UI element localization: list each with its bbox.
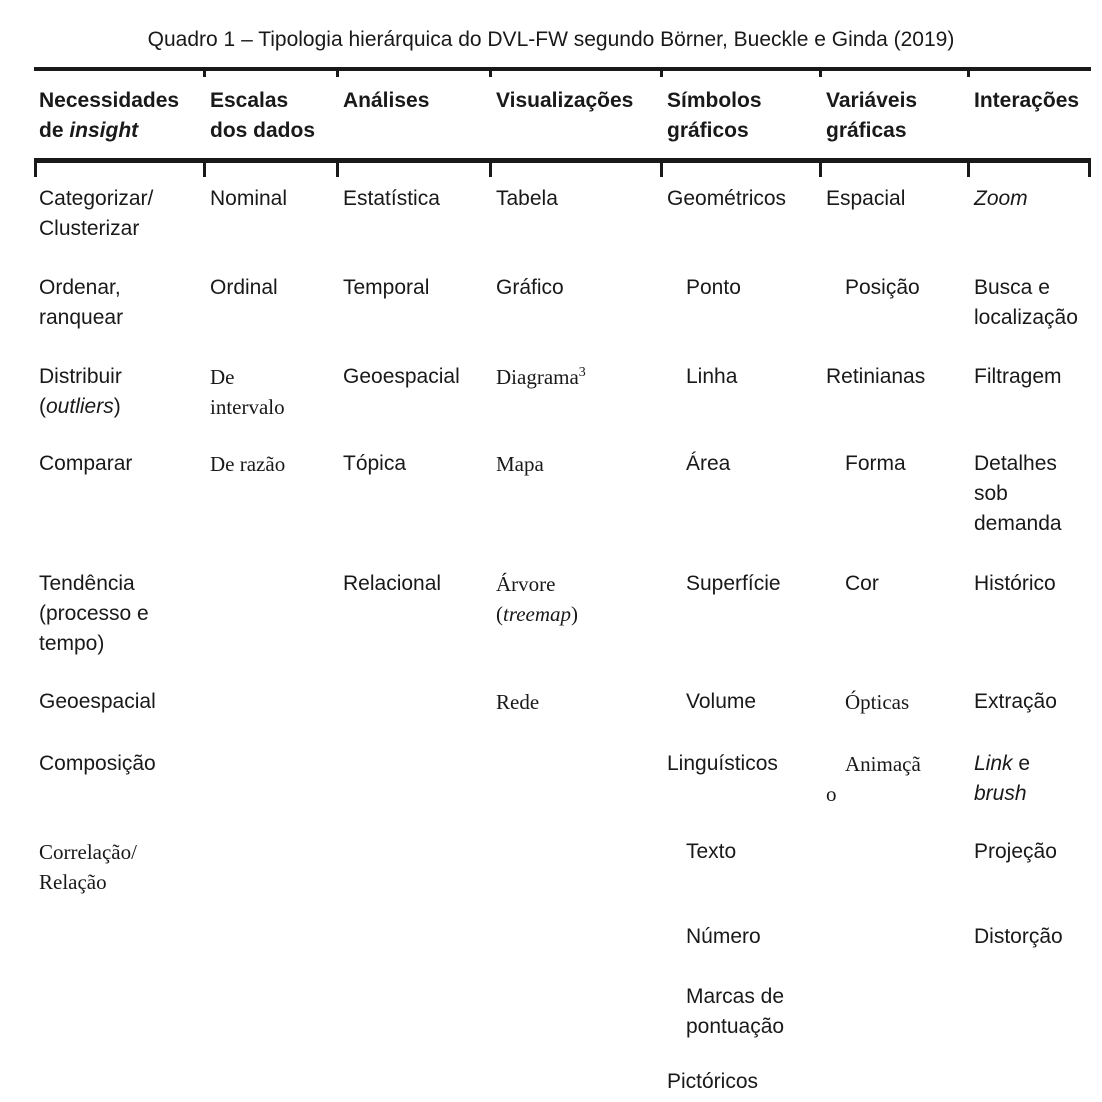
column-boundary-tick	[336, 70, 339, 77]
text-segment: Texto	[686, 840, 737, 863]
cell-line	[826, 449, 969, 479]
cell-line	[210, 273, 338, 303]
cell-line	[974, 569, 1091, 599]
table-top-rule	[34, 67, 1091, 71]
table-cell	[969, 922, 1091, 952]
cell-line	[39, 303, 205, 333]
cell-line	[210, 116, 338, 146]
cell-line	[826, 86, 969, 116]
cell-line	[39, 749, 205, 779]
table-body	[34, 163, 1091, 1101]
table-row	[34, 749, 1091, 837]
text-segment: e	[1012, 752, 1031, 775]
text-segment: sob	[974, 482, 1008, 505]
text-segment: dos dados	[210, 119, 316, 142]
table-cell	[205, 273, 338, 303]
text-segment: Pictóricos	[667, 1070, 759, 1093]
text-segment: Animaçã	[845, 752, 921, 776]
text-segment: Posição	[845, 276, 920, 299]
text-segment: Nominal	[210, 187, 288, 210]
table-caption: Quadro 1 – Tipologia hierárquica do DVL-FW segundo Börner, Bueckle e Ginda (2019)	[147, 28, 955, 51]
table-cell	[34, 449, 205, 479]
cell-line	[974, 362, 1091, 392]
table-cell	[34, 273, 205, 333]
cell-line	[826, 779, 969, 809]
text-segment: Geoespacial	[39, 690, 156, 713]
text-segment: Geoespacial	[343, 365, 460, 388]
column-header-visualizacoes	[491, 86, 662, 146]
text-segment: Espacial	[826, 187, 906, 210]
cell-line	[343, 362, 491, 392]
cell-line	[496, 599, 662, 629]
cell-line	[974, 479, 1091, 509]
text-segment: de	[39, 119, 70, 142]
table-cell	[491, 569, 662, 629]
text-segment: )	[113, 395, 121, 418]
cell-line	[667, 569, 821, 599]
table-row	[34, 922, 1091, 982]
text-segment: Busca e	[974, 276, 1050, 299]
text-segment: De razão	[210, 452, 286, 476]
cell-line	[210, 449, 338, 479]
table-cell	[338, 184, 491, 214]
cell-line	[667, 362, 821, 392]
text-segment: Árvore	[496, 572, 556, 596]
table-cell	[205, 449, 338, 479]
table-cell	[491, 184, 662, 214]
cell-line	[210, 392, 338, 422]
cell-line	[496, 184, 662, 214]
table-cell	[491, 687, 662, 717]
text-segment: Estatística	[343, 187, 440, 210]
text-segment: demanda	[974, 512, 1062, 535]
cell-line	[343, 184, 491, 214]
cell-line	[496, 86, 662, 116]
cell-line	[39, 214, 205, 244]
text-segment: (	[496, 602, 503, 626]
column-boundary-tick	[819, 70, 822, 77]
text-segment: pontuação	[686, 1015, 785, 1038]
table-cell	[969, 837, 1091, 867]
table-row	[34, 1067, 1091, 1101]
cell-line	[974, 922, 1091, 952]
text-segment: Área	[686, 452, 731, 475]
cell-line	[667, 273, 821, 303]
cell-line	[39, 867, 205, 897]
text-segment: Filtragem	[974, 365, 1062, 388]
cell-line	[667, 449, 821, 479]
cell-line	[39, 629, 205, 659]
text-segment: Temporal	[343, 276, 430, 299]
table-row	[34, 687, 1091, 749]
cell-line	[826, 273, 969, 303]
text-segment: Símbolos	[667, 89, 762, 112]
text-segment: Relação	[39, 870, 107, 894]
table-cell	[662, 749, 821, 779]
table-row	[34, 362, 1091, 449]
cell-line	[39, 687, 205, 717]
text-segment: Cor	[845, 572, 879, 595]
text-segment: Diagrama	[496, 365, 579, 389]
text-segment: Volume	[686, 690, 757, 713]
table-cell	[662, 569, 821, 599]
text-segment: gráficos	[667, 119, 749, 142]
text-segment: Visualizações	[496, 89, 634, 112]
cell-line	[496, 273, 662, 303]
text-segment: outliers	[46, 395, 114, 418]
table-cell	[969, 449, 1091, 539]
text-segment: Composição	[39, 752, 156, 775]
text-segment: Projeção	[974, 840, 1057, 863]
text-segment: Categorizar/	[39, 187, 154, 210]
table-cell	[821, 749, 969, 809]
cell-line	[974, 687, 1091, 717]
text-segment: Zoom	[974, 187, 1028, 210]
cell-line	[826, 184, 969, 214]
column-boundary-tick	[203, 70, 206, 77]
table-cell	[338, 449, 491, 479]
text-segment: Comparar	[39, 452, 133, 475]
cell-line	[667, 922, 821, 952]
table-cell	[662, 982, 821, 1042]
table-cell	[821, 273, 969, 303]
cell-line	[210, 184, 338, 214]
text-segment: Retinianas	[826, 365, 926, 388]
text-segment: )	[571, 602, 579, 626]
column-header-simbolos-graficos	[662, 86, 821, 146]
table-cell	[821, 362, 969, 392]
table-cell	[34, 569, 205, 659]
cell-line	[667, 116, 821, 146]
table-cell	[969, 362, 1091, 392]
text-segment: Histórico	[974, 572, 1056, 595]
cell-line	[826, 687, 969, 717]
cell-line	[39, 86, 205, 116]
cell-line	[39, 599, 205, 629]
table-cell	[34, 749, 205, 779]
text-segment: Superfície	[686, 572, 781, 595]
table-cell	[662, 687, 821, 717]
text-segment: Marcas de	[686, 985, 785, 1008]
text-segment: Geométricos	[667, 187, 787, 210]
text-segment: tempo)	[39, 632, 105, 655]
cell-line	[826, 569, 969, 599]
text-segment: brush	[974, 782, 1027, 805]
cell-line	[667, 1067, 821, 1097]
table-cell	[969, 687, 1091, 717]
table-cell	[34, 687, 205, 717]
table-cell	[34, 837, 205, 897]
text-segment: Ponto	[686, 276, 741, 299]
text-segment: Forma	[845, 452, 906, 475]
cell-line	[39, 449, 205, 479]
text-segment: localização	[974, 306, 1078, 329]
text-segment: intervalo	[210, 395, 285, 419]
cell-line	[974, 779, 1091, 809]
table-cell	[821, 687, 969, 717]
text-segment: (processo e	[39, 602, 149, 625]
cell-line	[343, 273, 491, 303]
table-row	[34, 449, 1091, 569]
text-segment: Análises	[343, 89, 430, 112]
table-cell	[205, 362, 338, 422]
table-cell	[205, 184, 338, 214]
cell-line	[39, 273, 205, 303]
cell-line	[39, 569, 205, 599]
text-segment: Variáveis	[826, 89, 918, 112]
cell-line	[974, 273, 1091, 303]
text-segment: Clusterizar	[39, 217, 140, 240]
cell-line	[667, 86, 821, 116]
column-header-analises	[338, 86, 491, 146]
text-segment: Extração	[974, 690, 1057, 713]
table-cell	[969, 184, 1091, 214]
table-row	[34, 273, 1091, 362]
cell-line	[39, 362, 205, 392]
cell-line	[39, 392, 205, 422]
cell-line	[210, 362, 338, 392]
text-segment: Ordenar,	[39, 276, 121, 299]
table-cell	[34, 184, 205, 244]
text-segment: Mapa	[496, 452, 544, 476]
text-segment: Ordinal	[210, 276, 278, 299]
table-cell	[969, 749, 1091, 809]
cell-line	[210, 86, 338, 116]
text-segment: Número	[686, 925, 761, 948]
table-cell	[491, 362, 662, 392]
text-segment: (	[39, 395, 46, 418]
cell-line	[496, 362, 662, 392]
cell-line	[667, 184, 821, 214]
text-segment: Detalhes	[974, 452, 1057, 475]
cell-line	[39, 837, 205, 867]
text-segment: gráficas	[826, 119, 907, 142]
cell-line	[974, 837, 1091, 867]
cell-line	[826, 749, 969, 779]
column-header-variaveis-graficas	[821, 86, 969, 146]
cell-line	[496, 449, 662, 479]
cell-line	[39, 116, 205, 146]
cell-line	[667, 982, 821, 1012]
text-segment: Correlação/	[39, 840, 137, 864]
text-segment: Relacional	[343, 572, 442, 595]
column-header-interacoes	[969, 86, 1091, 146]
text-segment: Distorção	[974, 925, 1063, 948]
cell-line	[667, 687, 821, 717]
cell-line	[343, 449, 491, 479]
cell-line	[974, 449, 1091, 479]
table-cell	[491, 449, 662, 479]
column-header-escalas-dos-dados	[205, 86, 338, 146]
table-cell	[338, 362, 491, 392]
table-cell	[969, 569, 1091, 599]
cell-line	[343, 86, 491, 116]
table-cell	[821, 184, 969, 214]
table-cell	[821, 449, 969, 479]
cell-line	[974, 509, 1091, 539]
cell-line	[496, 687, 662, 717]
text-segment: Tabela	[496, 187, 558, 210]
table-cell	[662, 1067, 821, 1097]
table-cell	[662, 273, 821, 303]
text-segment: De	[210, 365, 235, 389]
column-boundary-tick	[660, 70, 663, 77]
table-row	[34, 569, 1091, 687]
text-segment: Gráfico	[496, 276, 564, 299]
table-cell	[491, 273, 662, 303]
table-header-row	[34, 86, 1091, 146]
table-cell	[821, 569, 969, 599]
text-segment: Link	[974, 752, 1013, 775]
cell-line	[826, 116, 969, 146]
cell-line	[974, 184, 1091, 214]
text-segment: Distribuir	[39, 365, 122, 388]
table-cell	[338, 273, 491, 303]
table-cell	[34, 362, 205, 422]
text-segment: Ópticas	[845, 690, 910, 714]
table-cell	[662, 449, 821, 479]
cell-line	[667, 837, 821, 867]
text-segment: Rede	[496, 690, 540, 714]
table-row	[34, 184, 1091, 273]
text-segment: Tendência	[39, 572, 135, 595]
column-boundary-tick	[489, 70, 492, 77]
table-cell	[969, 273, 1091, 333]
text-segment: 3	[578, 365, 586, 380]
table-cell	[662, 837, 821, 867]
cell-line	[667, 1012, 821, 1042]
text-segment: Necessidades	[39, 89, 180, 112]
cell-line	[39, 184, 205, 214]
cell-line	[974, 303, 1091, 333]
text-segment: treemap	[503, 602, 572, 626]
text-segment: Linguísticos	[667, 752, 778, 775]
cell-line	[496, 569, 662, 599]
cell-line	[343, 569, 491, 599]
text-segment: ranquear	[39, 306, 124, 329]
text-segment: Escalas	[210, 89, 289, 112]
table-cell	[662, 922, 821, 952]
table-cell	[662, 362, 821, 392]
cell-line	[974, 749, 1091, 779]
table-row	[34, 982, 1091, 1067]
text-segment: Linha	[686, 365, 738, 388]
cell-line	[974, 86, 1091, 116]
text-segment: insight	[69, 119, 139, 142]
text-segment: Interações	[974, 89, 1080, 112]
table-cell	[338, 569, 491, 599]
cell-line	[667, 749, 821, 779]
table-cell	[662, 184, 821, 214]
text-segment: o	[826, 782, 837, 806]
column-header-necessidades-de-insight	[34, 86, 205, 146]
cell-line	[826, 362, 969, 392]
table-row	[34, 837, 1091, 922]
text-segment: Tópica	[343, 452, 407, 475]
column-boundary-tick	[967, 70, 970, 77]
